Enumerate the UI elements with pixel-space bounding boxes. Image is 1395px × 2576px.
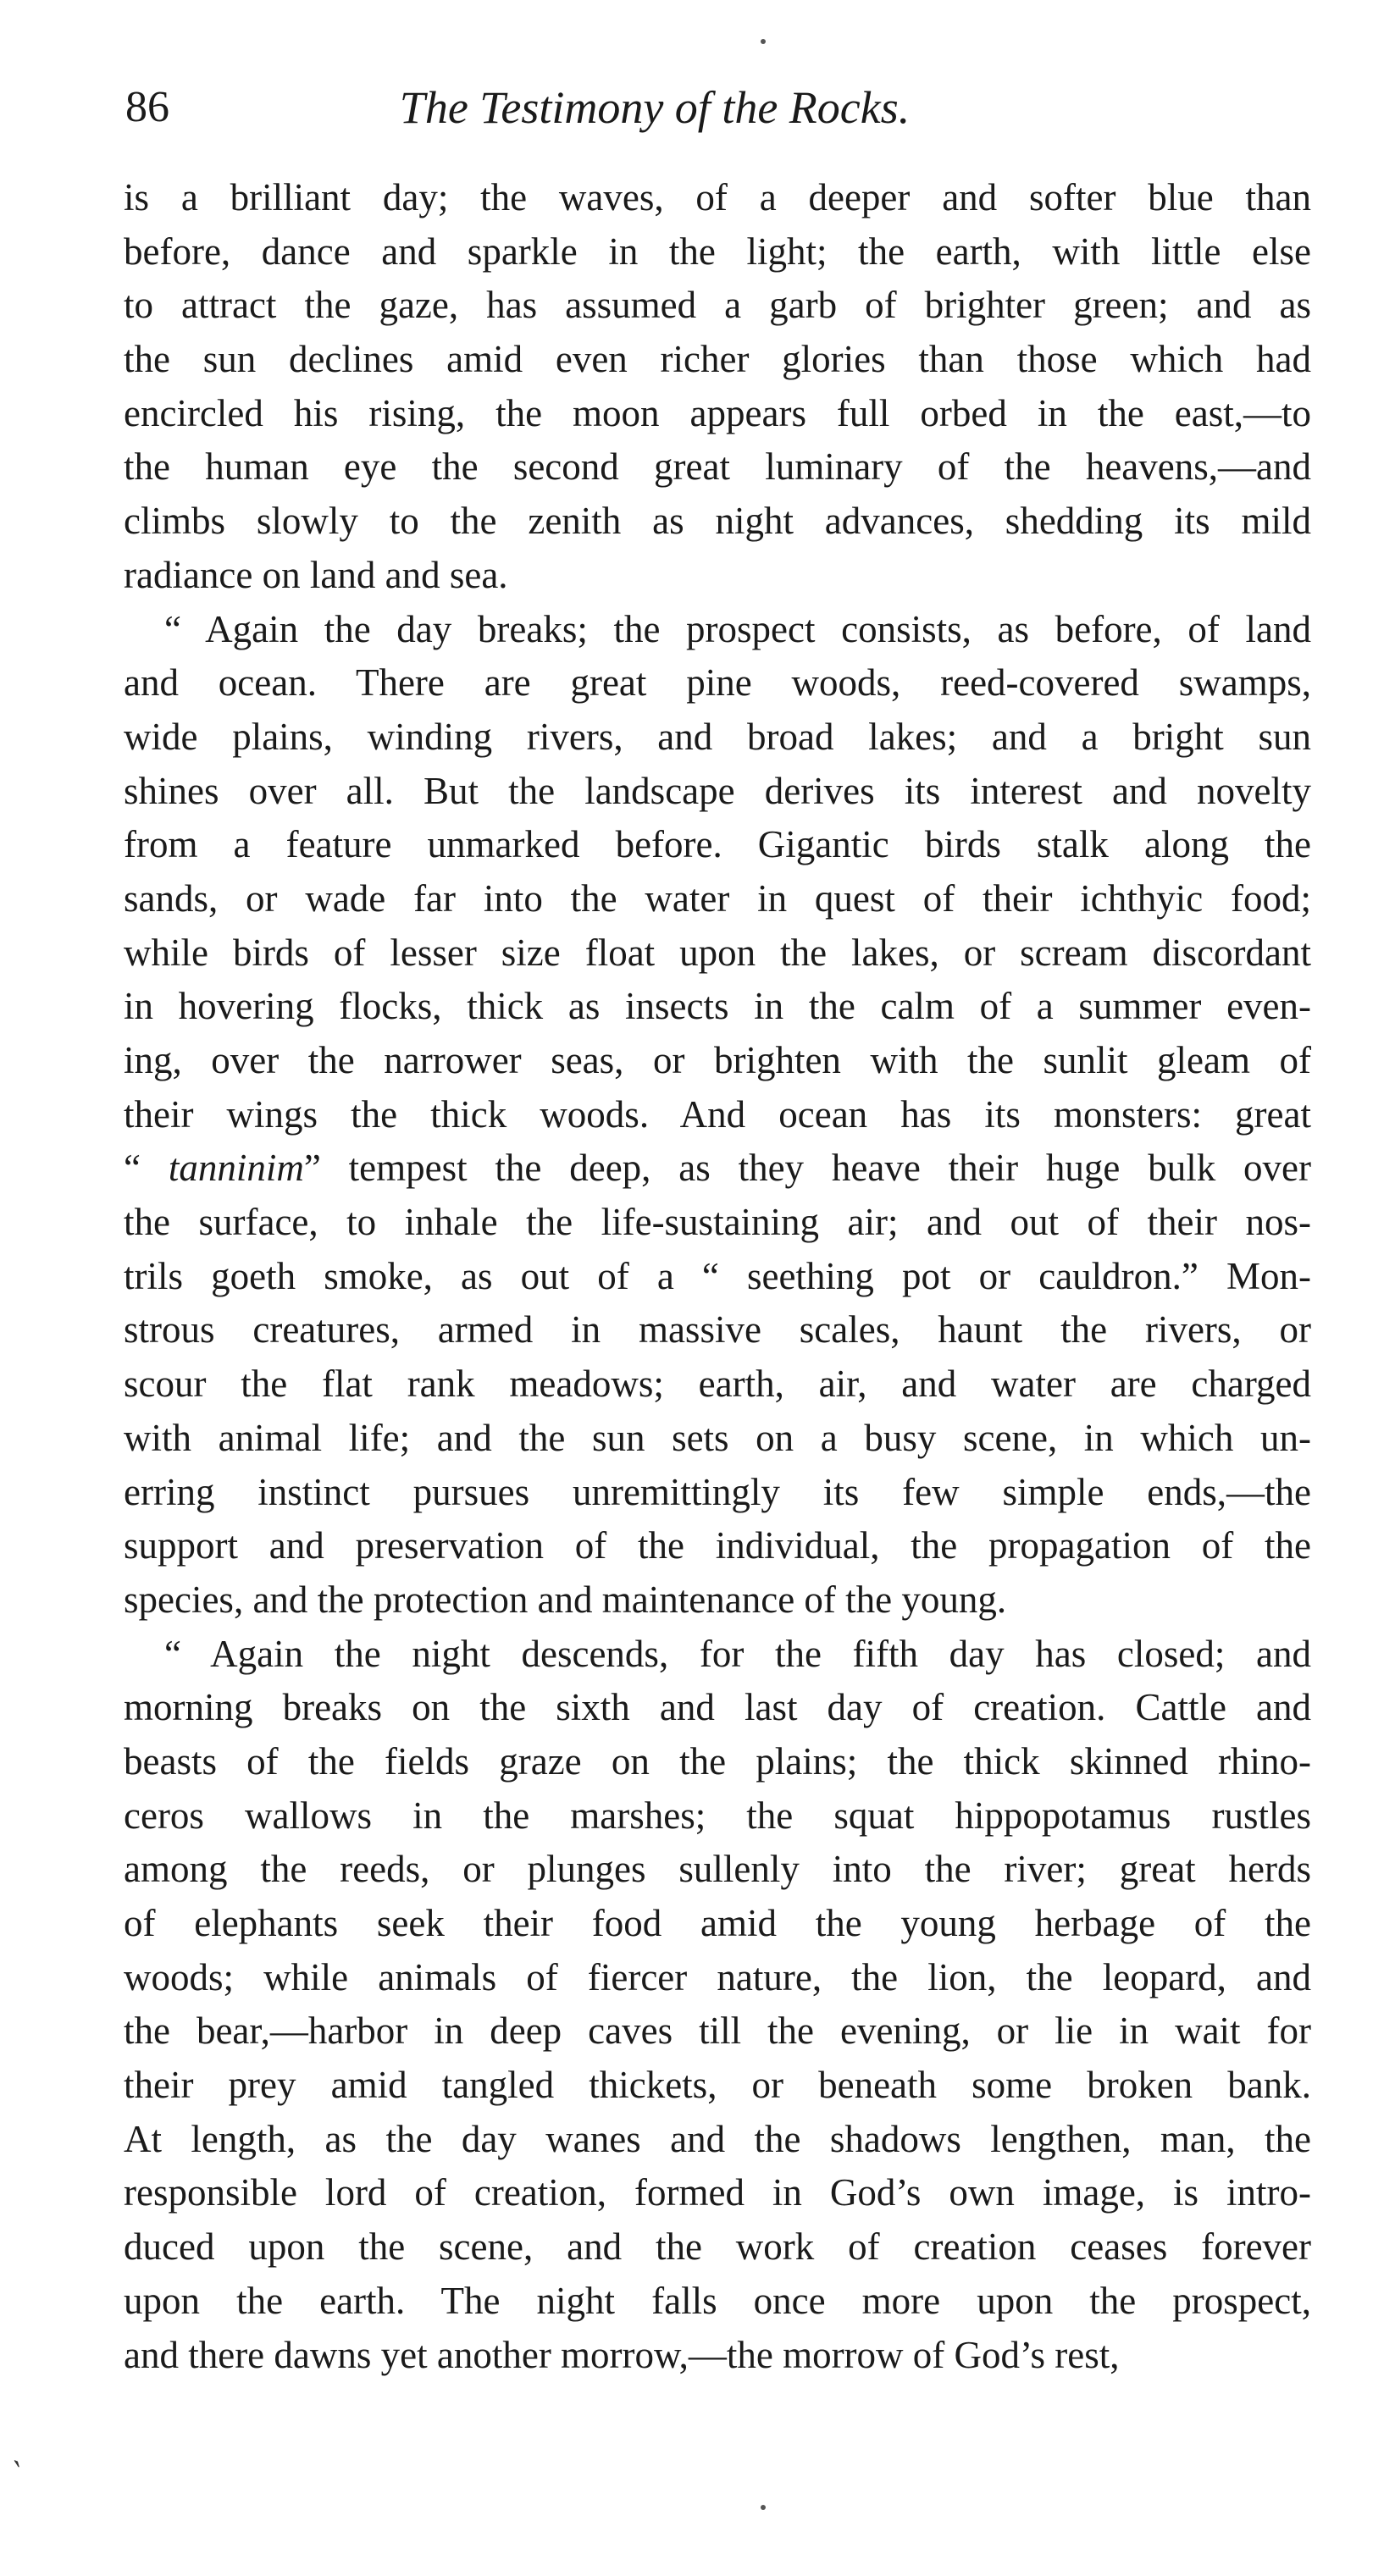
text-line: before, dance and sparkle in the light; the earth, with little else: [124, 229, 1311, 273]
text-line: “ tanninim” tempest the deep, as they heave their huge bulk over: [124, 1147, 1311, 1190]
text-line: “ Again the day breaks; the prospect consists, as before, of land: [164, 607, 1311, 650]
text-line: scour the flat rank meadows; earth, air, and water are charged: [124, 1363, 1311, 1406]
text-line: and there dawns yet another morrow,—the morrow of God’s rest,: [124, 2333, 1120, 2376]
text-line: the sun declines amid even richer glories than those which had: [124, 338, 1311, 381]
page-header: [125, 78, 1311, 137]
text-line: with animal life; and the sun sets on a busy scene, in which un-: [124, 1416, 1311, 1459]
text-line: responsible lord of creation, formed in God’s own image, is intro-: [124, 2171, 1311, 2214]
text-line: shines over all. But the landscape derives its interest and novelty: [124, 769, 1311, 812]
text-line: among the reeds, or plunges sullenly into the river; great herds: [124, 1848, 1311, 1891]
text-line: trils goeth smoke, as out of a “ seething pot or cauldron.” Mon-: [124, 1254, 1311, 1297]
text-line: the surface, to inhale the life-sustaining air; and out of their nos-: [124, 1201, 1311, 1244]
top-speck: [761, 39, 766, 44]
text-line: while birds of lesser size float upon the lakes, or scream discordant: [124, 931, 1311, 974]
body-text: [124, 171, 1311, 2382]
text-line: their wings the thick woods. And ocean has its monsters: great: [124, 1092, 1311, 1136]
text-line: morning breaks on the sixth and last day of creation. Cattle and: [124, 1686, 1311, 1729]
bottom-speck: [761, 2505, 766, 2510]
text-line: woods; while animals of fiercer nature, the lion, the leopard, and: [124, 1955, 1311, 1998]
text-line: species, and the protection and maintenance of the young.: [124, 1578, 1007, 1621]
italic-term: tanninim: [168, 1147, 304, 1190]
text-line: duced upon the scene, and the work of creation ceases forever: [124, 2225, 1311, 2269]
running-title: The Testimony of the Rocks.: [399, 82, 911, 133]
margin-mark: ˏ: [10, 2429, 35, 2468]
text-line: “ Again the night descends, for the fifth day has closed; and: [164, 1632, 1311, 1675]
text-line: support and preservation of the individual, the propagation of the: [124, 1524, 1311, 1567]
text-line: to attract the gaze, has assumed a garb of brighter green; and as: [124, 284, 1311, 327]
text-line: encircled his rising, the moon appears full orbed in the east,—to: [124, 391, 1311, 434]
paragraph: [124, 171, 1311, 603]
text-line: upon the earth. The night falls once more upon the prospect,: [124, 2279, 1311, 2322]
paragraph: [124, 1628, 1311, 2383]
paragraph: [124, 603, 1311, 1628]
text-line: beasts of the fields graze on the plains; the thick skinned rhino-: [124, 1739, 1311, 1783]
page-number: 86: [125, 83, 169, 131]
text-line: ing, over the narrower seas, or brighten with the sunlit gleam of: [124, 1039, 1311, 1081]
text-line: in hovering flocks, thick as insects in the calm of a summer even-: [124, 985, 1311, 1028]
text-line: radiance on land and sea.: [124, 553, 508, 596]
text-line: and ocean. There are great pine woods, reed-covered swamps,: [124, 661, 1311, 705]
text-line: erring instinct pursues unremittingly its few simple ends,—the: [124, 1470, 1311, 1513]
text-line: sands, or wade far into the water in quest of their ichthyic food;: [124, 876, 1311, 920]
text-line: their prey amid tangled thickets, or beneath some broken bank.: [124, 2064, 1311, 2107]
text-line: from a feature unmarked before. Gigantic birds stalk along the: [124, 823, 1311, 866]
text-line: climbs slowly to the zenith as night advances, shedding its mild: [124, 500, 1311, 543]
text-line: of elephants seek their food amid the young herbage of the: [124, 1902, 1311, 1944]
text-line: strous creatures, armed in massive scales, haunt the rivers, or: [124, 1308, 1311, 1352]
text-line: ceros wallows in the marshes; the squat hippopotamus rustles: [124, 1794, 1311, 1837]
text-line: At length, as the day wanes and the shadows lengthen, man, the: [124, 2117, 1311, 2160]
text-line: is a brilliant day; the waves, of a deeper and softer blue than: [124, 176, 1311, 218]
text-line: the bear,—harbor in deep caves till the evening, or lie in wait for: [124, 2009, 1311, 2053]
text-line: the human eye the second great luminary of the heavens,—and: [124, 445, 1311, 489]
text-line: wide plains, winding rivers, and broad lakes; and a bright sun: [124, 715, 1311, 758]
